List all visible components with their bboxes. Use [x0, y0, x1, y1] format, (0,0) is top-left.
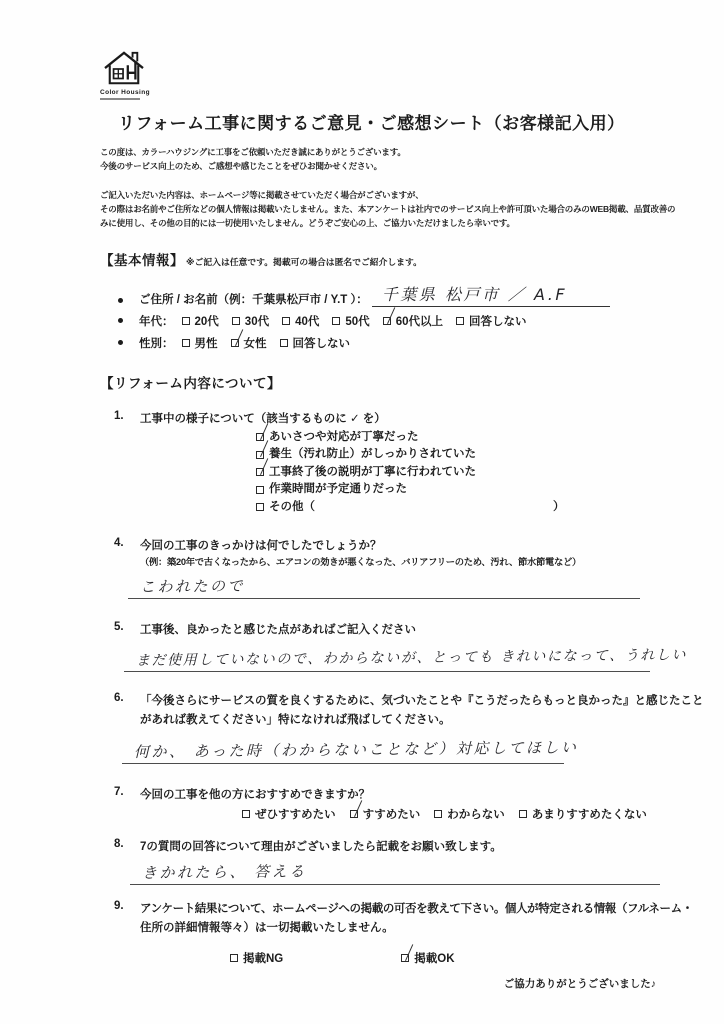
handwritten-answer: こわれたので — [139, 577, 245, 597]
question-number: 4. — [114, 537, 124, 550]
checkbox-box — [434, 810, 442, 818]
checkbox-q7-recommend[interactable] — [350, 806, 421, 822]
intro-privacy — [100, 188, 676, 230]
checkbox-gender-female[interactable] — [231, 335, 267, 351]
question-number: 5. — [114, 621, 124, 634]
house-logo-icon — [100, 50, 170, 88]
option-label: ぜひすすめたい — [255, 809, 336, 822]
checkbox-q1-ontime[interactable] — [256, 481, 407, 499]
checkbox-box — [256, 468, 264, 476]
checkbox-age-40s[interactable] — [282, 313, 319, 329]
address-input[interactable] — [372, 282, 610, 307]
basic-info-heading — [100, 249, 668, 269]
answer-field-q4[interactable] — [128, 572, 640, 599]
question-7-options — [242, 806, 668, 822]
option-label: 40代 — [295, 315, 320, 328]
option-label: その他（ — [269, 500, 315, 513]
question-label: アンケート結果について、ホームページへの掲載の可否を教えて下さい。個人が特定される情報（フルネーム・ — [140, 903, 693, 916]
checkbox-box — [456, 317, 464, 325]
option-label: あいさつや対応が丁寧だった — [269, 430, 419, 443]
checkbox-q1-other[interactable] — [256, 499, 315, 517]
question-number: 6. — [114, 692, 124, 705]
checkbox-box — [519, 810, 527, 818]
question-5 — [114, 621, 668, 637]
renovation-heading — [100, 372, 668, 392]
checkbox-age-60plus[interactable] — [383, 313, 443, 329]
checkbox-q1-greeting[interactable] — [256, 429, 419, 447]
checkbox-box — [232, 317, 240, 325]
checkbox-box — [383, 317, 391, 325]
checkbox-age-50s[interactable] — [332, 313, 369, 329]
checkbox-box — [256, 503, 264, 511]
checkbox-box — [350, 810, 358, 818]
page-title: リフォーム工事に関するご意見・ご感想シート（お客様記入用） — [118, 113, 625, 133]
question-example: （例：築20年で古くなったから、エアコンの効きが悪くなった、バリアフリーのため、汚れ、節水節電など） — [140, 557, 581, 568]
question-label: 工事後、良かったと感じた点があればご記入ください — [140, 624, 416, 637]
intro-line: この度は、カラーハウジングに工事をご依頼いただき誠にありがとうございます。 — [100, 146, 406, 157]
option-label: 男性 — [194, 337, 218, 350]
checkbox-box — [256, 486, 264, 494]
question-label: 7の質問の回答について理由がございましたら記載をお願い致します。 — [140, 841, 502, 854]
checkbox-q7-definitely[interactable] — [242, 806, 336, 822]
checkbox-box — [230, 954, 238, 962]
option-label: あまりすすめたくない — [531, 809, 647, 822]
intro-thanks — [100, 145, 668, 173]
question-label: 工事中の様子について（該当するものに ✓ を） — [140, 412, 386, 425]
question-number: 7. — [114, 786, 124, 799]
checkbox-box — [332, 317, 340, 325]
option-label: 50代 — [345, 315, 370, 328]
checkbox-box — [182, 339, 190, 347]
question-label: があれば教えてください」特になければ飛ばしてください。 — [140, 713, 451, 726]
question-label: 住所の詳細情報等々）は一切掲載いたしません。 — [140, 921, 394, 934]
question-1-options — [256, 429, 668, 517]
option-label: 養生（汚れ防止）がしっかりされていた — [269, 448, 476, 461]
checkbox-gender-noanswer[interactable] — [280, 335, 351, 351]
question-number: 9. — [114, 900, 124, 913]
option-label: 掲載NG — [243, 952, 284, 965]
checkbox-q1-explanation[interactable] — [256, 464, 476, 482]
option-label: 掲載OK — [414, 952, 455, 965]
checkbox-q1-protection[interactable] — [256, 446, 476, 464]
question-label: 今回の工事のきっかけは何でしたでしょうか？ — [140, 540, 382, 553]
intro-line: みに使用し、その他の目的には一切使用いたしません。どうぞご安心の上、ご協力いただけましたら幸いです。 — [100, 217, 515, 228]
handwritten-answer: きかれたら、 答える — [141, 862, 307, 883]
checkbox-box — [280, 339, 288, 347]
question-1 — [114, 410, 668, 426]
checkbox-box — [182, 317, 190, 325]
question-9 — [114, 900, 693, 937]
option-label: 回答しない — [292, 337, 350, 350]
checkbox-q7-unsure[interactable] — [434, 806, 505, 822]
intro-line: 今後のサービス向上のため、ご感想や感じたことをぜひお聞かせください。 — [100, 160, 382, 171]
bullet-icon — [118, 340, 123, 345]
checkbox-box — [242, 810, 250, 818]
option-label: 女性 — [243, 337, 267, 350]
checkbox-age-noanswer[interactable] — [456, 313, 527, 329]
question-number: 1. — [114, 409, 124, 422]
question-4 — [114, 537, 668, 570]
option-label: 30代 — [244, 315, 270, 328]
question-number: 8. — [114, 838, 124, 851]
question-7 — [114, 786, 668, 802]
checkbox-age-20s[interactable] — [182, 313, 219, 329]
gender-row — [118, 335, 668, 351]
answer-field-q8[interactable] — [130, 858, 660, 885]
intro-line: ご記入いただいた内容は、ホームページ等に掲載させていただく場合がございますが、 — [100, 189, 424, 200]
address-name-row — [118, 282, 668, 307]
age-row — [118, 313, 668, 329]
checkbox-publish-ok[interactable] — [401, 950, 454, 966]
section-title: 【リフォーム内容について】 — [100, 375, 282, 391]
checkbox-box — [282, 317, 290, 325]
brand-name: Color Housing — [100, 89, 150, 96]
option-label: 工事終了後の説明が丁寧に行われていた — [269, 465, 476, 478]
question-label: 今回の工事を他の方におすすめできますか？ — [140, 789, 371, 802]
section-title: 【基本情報】 — [100, 252, 184, 268]
checkbox-box — [231, 339, 239, 347]
option-label: 回答しない — [468, 315, 527, 328]
option-label: すすめたい — [362, 809, 421, 822]
other-close-paren: ） — [553, 500, 565, 513]
bullet-icon — [118, 298, 123, 303]
handwritten-answer: 何か、 あった時（わからないことなど）対応してほしい — [133, 738, 579, 762]
intro-line: その際はお名前やご住所などの個人情報は掲載いたしません。また、本アンケートは社内でのサービス向上や許可頂いた場合のみのWEB掲載、品質改善の — [100, 203, 676, 214]
checkbox-q7-notrecommend[interactable] — [519, 806, 647, 822]
question-label: 「今後さらにサービスの質を良くするために、気づいたことや『こうだったらもっと良かった』と感じたこと — [140, 695, 704, 708]
age-label: 年代： — [139, 315, 174, 328]
option-label: 60代以上 — [395, 315, 443, 328]
answer-field-q6[interactable] — [122, 737, 579, 764]
address-label: ご住所 / お名前（例：千葉県松戸市 / Y.T ）： — [139, 293, 368, 306]
bullet-icon — [118, 318, 123, 323]
brand-tagline-line — [100, 98, 140, 100]
section-note: ※ご記入は任意です。掲載可の場合は匿名でご紹介します。 — [186, 256, 422, 267]
option-label: わからない — [447, 809, 505, 822]
question-9-options — [230, 950, 668, 966]
company-logo — [100, 50, 170, 100]
question-8 — [114, 838, 668, 854]
address-handwriting: 千葉県 松戸市 ／ A.F — [381, 284, 568, 304]
checkbox-gender-male[interactable] — [182, 335, 218, 351]
checkbox-publish-ng[interactable] — [230, 950, 283, 966]
option-label: 20代 — [194, 315, 219, 328]
checkbox-box — [401, 954, 409, 962]
handwritten-answer: まだ使用していないので、わからないが、とっても きれいになって、うれしい — [135, 647, 688, 670]
closing-thanks: ご協力ありがとうございました♪ — [503, 977, 656, 990]
question-6 — [114, 692, 704, 729]
answer-field-q5[interactable] — [124, 645, 688, 672]
gender-label: 性別： — [139, 337, 174, 350]
option-label: 作業時間が予定通りだった — [269, 483, 407, 496]
